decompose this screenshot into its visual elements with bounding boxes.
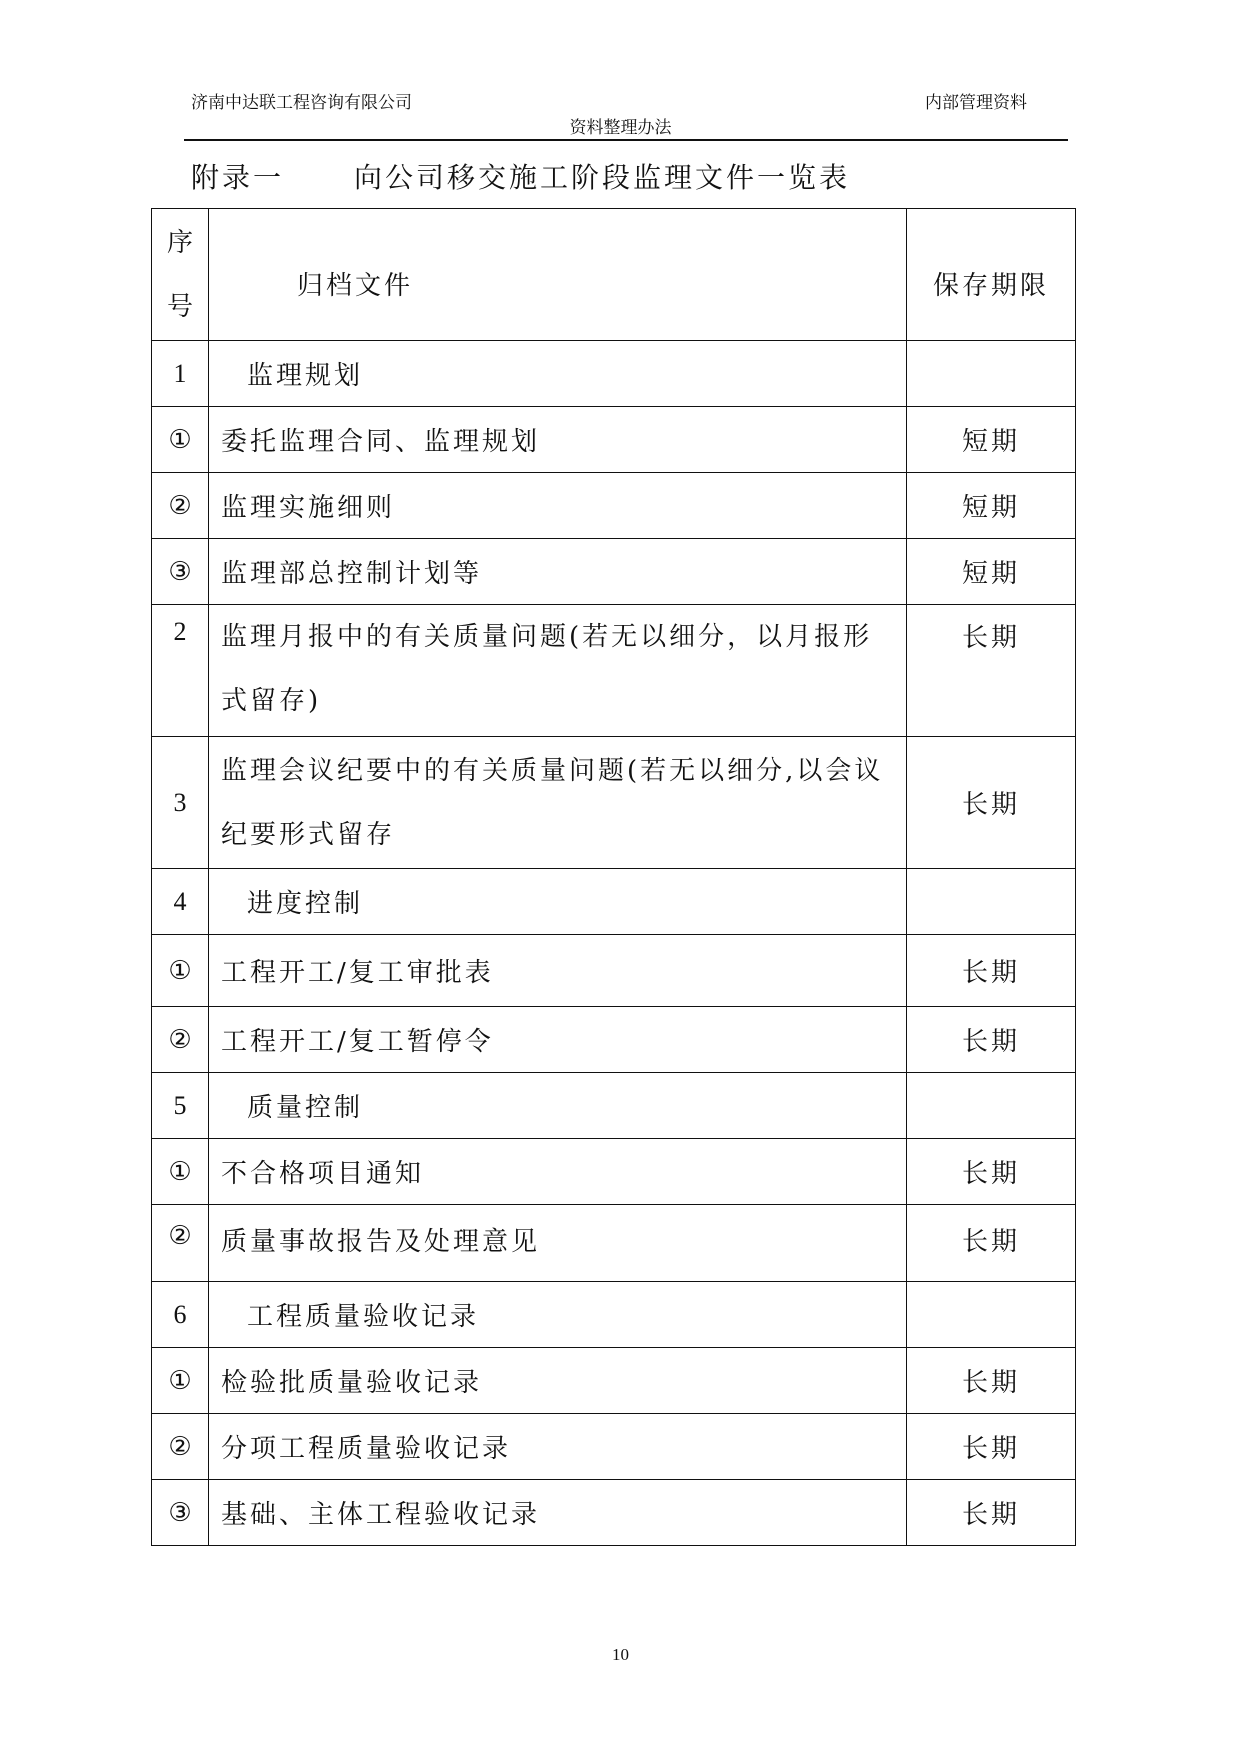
row-no: ①: [152, 935, 209, 1007]
table-row: [152, 1007, 1076, 1073]
row-doc: 工程开工/复工审批表: [209, 935, 907, 1007]
table-row: [152, 737, 1076, 869]
row-doc: 监理规划: [209, 341, 907, 407]
row-doc: 质量事故报告及处理意见: [209, 1205, 907, 1282]
row-doc: 进度控制: [209, 869, 907, 935]
row-period: 长期: [907, 1205, 1076, 1282]
header-no-line2: 号: [166, 291, 193, 322]
header-company: 济南中达联工程咨询有限公司: [191, 93, 412, 113]
row-doc: 委托监理合同、监理规划: [209, 407, 907, 473]
row-period: 长期: [907, 1139, 1076, 1205]
header-no-line1: 序: [166, 227, 193, 258]
table-row: [152, 1073, 1076, 1139]
row-no: ②: [152, 1007, 209, 1073]
row-period: [907, 1282, 1076, 1348]
row-doc: 质量控制: [209, 1073, 907, 1139]
row-period: [907, 1073, 1076, 1139]
header-cell-doc: 归档文件: [209, 209, 907, 341]
table-header-row: [152, 209, 1076, 341]
row-no: ③: [152, 1480, 209, 1546]
row-period: [907, 869, 1076, 935]
row-doc: 工程开工/复工暂停令: [209, 1007, 907, 1073]
row-doc: 监理会议纪要中的有关质量问题(若无以细分,以会议纪要形式留存: [209, 737, 907, 869]
table-row: [152, 1480, 1076, 1546]
row-doc: 工程质量验收记录: [209, 1282, 907, 1348]
row-doc: 监理月报中的有关质量问题(若无以细分，以月报形式留存): [209, 605, 907, 737]
row-no: ③: [152, 539, 209, 605]
row-period: 长期: [907, 1007, 1076, 1073]
row-period: 长期: [907, 1348, 1076, 1414]
row-doc: 检验批质量验收记录: [209, 1348, 907, 1414]
row-no: 6: [152, 1282, 209, 1348]
header-subtitle: 资料整理办法: [569, 118, 672, 138]
row-no: 2: [152, 605, 209, 737]
row-no: 3: [152, 737, 209, 869]
row-period: 长期: [907, 935, 1076, 1007]
title-prefix: 附录一: [191, 161, 285, 194]
row-doc: 分项工程质量验收记录: [209, 1414, 907, 1480]
page-title: [191, 156, 850, 196]
header-cell-no: [152, 209, 209, 341]
row-period: 短期: [907, 407, 1076, 473]
row-no: ②: [152, 1414, 209, 1480]
table-row: [152, 1348, 1076, 1414]
table-row: [152, 605, 1076, 737]
archive-table: [151, 208, 1076, 1546]
table-row: [152, 1205, 1076, 1282]
table-row: [152, 1139, 1076, 1205]
row-period: 长期: [907, 605, 1076, 737]
table-row: [152, 539, 1076, 605]
table-row: [152, 1414, 1076, 1480]
row-no: 5: [152, 1073, 209, 1139]
row-period: 短期: [907, 473, 1076, 539]
table-row: [152, 869, 1076, 935]
row-period: 长期: [907, 1414, 1076, 1480]
row-no: ①: [152, 407, 209, 473]
row-no: 4: [152, 869, 209, 935]
row-period: 长期: [907, 737, 1076, 869]
header-cell-period: 保存期限: [907, 209, 1076, 341]
row-period: [907, 341, 1076, 407]
row-no: ②: [152, 1205, 209, 1282]
row-no: ②: [152, 473, 209, 539]
row-no: 1: [152, 341, 209, 407]
title-main: 向公司移交施工阶段监理文件一览表: [354, 161, 851, 194]
table-row: [152, 407, 1076, 473]
header-doc-type: 内部管理资料: [925, 93, 1027, 113]
row-no: ①: [152, 1348, 209, 1414]
row-doc: 不合格项目通知: [209, 1139, 907, 1205]
page-number: 10: [612, 1645, 629, 1664]
table-row: [152, 473, 1076, 539]
header-divider: [184, 139, 1068, 141]
row-no: ①: [152, 1139, 209, 1205]
row-period: 短期: [907, 539, 1076, 605]
row-doc: 监理实施细则: [209, 473, 907, 539]
row-doc: 监理部总控制计划等: [209, 539, 907, 605]
table-row: [152, 1282, 1076, 1348]
row-period: 长期: [907, 1480, 1076, 1546]
table-row: [152, 935, 1076, 1007]
row-doc: 基础、主体工程验收记录: [209, 1480, 907, 1546]
table-row: [152, 341, 1076, 407]
